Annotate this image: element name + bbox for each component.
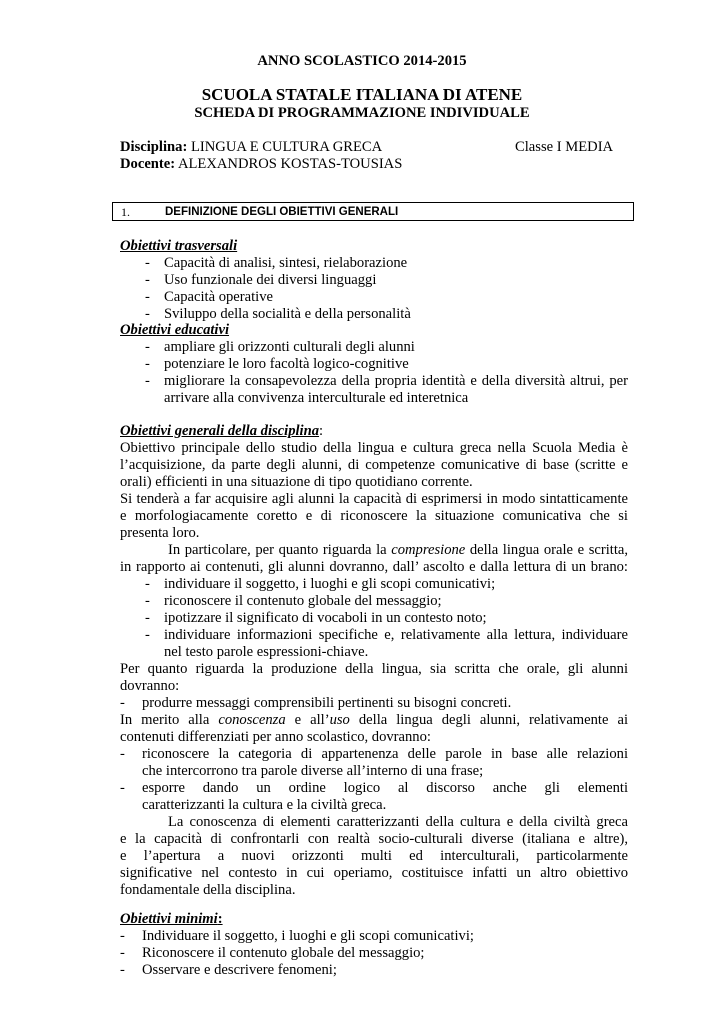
paragraph-line: contenuti differenziati per anno scolastico, dovranno:	[120, 729, 431, 745]
list-item: ampliare gli orizzonti culturali degli alunni	[164, 339, 415, 355]
school-year: ANNO SCOLASTICO 2014-2015	[257, 53, 467, 69]
list-item: produrre messaggi comprensibili pertinenti su bisogni concreti.	[142, 695, 512, 711]
list-item: Sviluppo della socialità e della personalità	[164, 306, 411, 322]
list-bullet: -	[145, 272, 150, 288]
list-item: Capacità operative	[164, 289, 273, 305]
list-item: individuare il soggetto, i luoghi e gli scopi comunicativi;	[164, 576, 496, 592]
paragraph-line: l’acquisizione, da parte degli alunni, di competenze comunicative di base (scritte e	[120, 457, 628, 473]
paragraph-line: fondamentale della disciplina.	[120, 882, 296, 898]
document-title: SCHEDA DI PROGRAMMAZIONE INDIVIDUALE	[194, 105, 530, 121]
minimi-heading-line	[120, 911, 223, 928]
paragraph-line: in rapporto ai contenuti, gli alunni dovranno, dall’ ascolto e dalla lettura di un brano:	[120, 559, 628, 575]
section-title: DEFINIZIONE DEGLI OBIETTIVI GENERALI	[165, 206, 399, 218]
list-bullet: -	[120, 746, 125, 762]
generali-heading: Obiettivi generali della disciplina	[120, 423, 320, 439]
list-item: Osservare e descrivere fenomeni;	[142, 962, 337, 978]
list-bullet: -	[120, 962, 125, 978]
text-run-emphasis: conoscenza	[218, 712, 286, 728]
paragraph-line: Si tenderà a far acquisire agli alunni la capacità di esprimersi in modo sintatticamente	[120, 491, 628, 507]
paragraph-line: presenta loro.	[120, 525, 200, 541]
docente-value: ALEXANDROS KOSTAS-TOUSIAS	[175, 156, 403, 172]
educativi-heading: Obiettivi educativi	[120, 322, 230, 338]
text-run: In particolare, per quanto riguarda la	[168, 542, 392, 558]
text-run: e all’	[285, 712, 330, 728]
list-item-continuation: arrivare alla convivenza interculturale ed interetnica	[164, 390, 469, 406]
list-bullet: -	[145, 576, 150, 592]
disciplina-label: Disciplina:	[120, 139, 188, 155]
paragraph-line: significative nel contesto in cui operiamo, costituisce infatti un altro obiettivo	[120, 865, 628, 881]
paragraph-line: orali) efficienti in una situazione di tipo quotidiano corrente.	[120, 474, 473, 490]
docente-line	[120, 156, 402, 173]
list-bullet: -	[120, 945, 125, 961]
list-item: ipotizzare il significato di vocaboli in un contesto noto;	[164, 610, 487, 626]
classe: Classe I MEDIA	[515, 139, 614, 155]
paragraph-line: Per quanto riguarda la produzione della lingua, sia scritta che orale, gli alunni	[120, 661, 628, 677]
paragraph-line: e la capacità di confrontarli con realtà socio-culturali diverse (italiana e altre),	[120, 831, 628, 847]
minimi-heading: Obiettivi minimi	[120, 911, 218, 927]
list-item: riconoscere la categoria di appartenenza delle parole in base alle relazioni	[142, 746, 628, 762]
trasversali-heading: Obiettivi trasversali	[120, 238, 238, 254]
paragraph-line: e morfologiacamente coretto e di riconoscere la situazione comunicativa che si	[120, 508, 628, 524]
text-run: della lingua degli alunni, relativamente ai	[349, 712, 628, 728]
list-bullet: -	[145, 627, 150, 643]
docente-label: Docente:	[120, 156, 176, 172]
paragraph-line	[168, 542, 628, 559]
list-item: esporre dando un ordine logico al discorso anche gli elementi	[142, 780, 628, 796]
paragraph-line: e l’apertura a nuovi orizzonti multi ed interculturali, particolarmente	[120, 848, 628, 864]
list-item-continuation: nel testo parole espressioni-chiave.	[164, 644, 369, 660]
list-item: migliorare la consapevolezza della propria identità e della diversità altrui, per	[164, 373, 628, 389]
paragraph-line: dovranno:	[120, 678, 180, 694]
list-item-continuation: caratterizzanti la cultura e la civiltà greca.	[142, 797, 387, 813]
list-bullet: -	[145, 289, 150, 305]
paragraph-line	[120, 712, 628, 729]
disciplina-line	[120, 139, 382, 156]
list-bullet: -	[145, 373, 150, 389]
text-run: In merito alla	[120, 712, 219, 728]
section-number: 1.	[121, 205, 130, 219]
list-bullet: -	[145, 255, 150, 271]
paragraph-line: Obiettivo principale dello studio della lingua e cultura greca nella Scuola Media è	[120, 440, 628, 456]
list-item: Capacità di analisi, sintesi, rielaborazione	[164, 255, 408, 271]
text-run-emphasis: compresione	[391, 542, 466, 558]
text-run: della lingua orale e scritta,	[465, 542, 628, 558]
list-bullet: -	[145, 610, 150, 626]
text-run-emphasis: uso	[329, 712, 350, 728]
list-item: individuare informazioni specifiche e, relativamente alla lettura, individuare	[164, 627, 628, 643]
generali-colon: :	[319, 423, 324, 439]
generali-heading-line	[120, 423, 323, 440]
list-bullet: -	[120, 928, 125, 944]
list-bullet: -	[120, 780, 125, 796]
minimi-colon: :	[217, 911, 223, 927]
list-item: riconoscere il contenuto globale del messaggio;	[164, 593, 442, 609]
list-bullet: -	[145, 356, 150, 372]
list-bullet: -	[145, 593, 150, 609]
section-header-box	[112, 202, 634, 221]
list-item: Riconoscere il contenuto globale del messaggio;	[142, 945, 425, 961]
paragraph-line: La conoscenza di elementi caratterizzanti della cultura e della civiltà greca	[168, 814, 628, 830]
list-item: potenziare le loro facoltà logico-cognitive	[164, 356, 409, 372]
list-item: Individuare il soggetto, i luoghi e gli scopi comunicativi;	[142, 928, 474, 944]
school-name: SCUOLA STATALE ITALIANA DI ATENE	[201, 85, 523, 104]
list-item: Uso funzionale dei diversi linguaggi	[164, 272, 377, 288]
list-item-continuation: che intercorrono tra parole diverse all’interno di una frase;	[142, 763, 484, 779]
list-bullet: -	[145, 339, 150, 355]
disciplina-value: LINGUA E CULTURA GRECA	[187, 139, 383, 155]
list-bullet: -	[120, 695, 125, 711]
list-bullet: -	[145, 306, 150, 322]
